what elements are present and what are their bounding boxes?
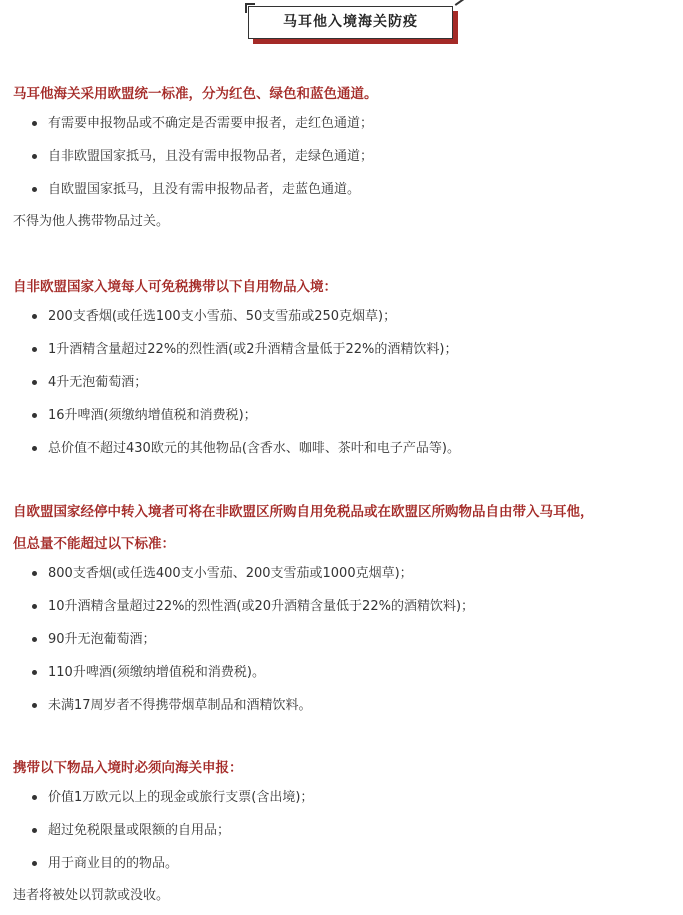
- list-item-text: 200支香烟(或任选100支小雪茄、50支雪茄或250克烟草)；: [48, 309, 397, 324]
- bullet-icon: [32, 571, 37, 576]
- list-item-text: 自欧盟国家抵马，且没有需申报物品者，走蓝色通道。: [48, 182, 361, 197]
- bullet-icon: [32, 703, 37, 708]
- bullet-icon: [32, 828, 37, 833]
- list-item: [0, 114, 683, 134]
- list-item-text: 1升酒精含量超过22%的烈性酒(或2升酒精含量低于22%的酒精饮料)；: [48, 342, 458, 357]
- section-eu-transit-allowance: [0, 502, 683, 716]
- section-heading: [13, 502, 683, 554]
- list-item: [0, 788, 683, 808]
- list-item-text: 16升啤酒(须缴纳增值税和消费税)；: [48, 408, 257, 423]
- section-non-eu-allowance: [0, 277, 683, 459]
- page-title: 马耳他入境海关防疫: [248, 6, 453, 39]
- list-item: [0, 663, 683, 683]
- list-item-text: 价值1万欧元以上的现金或旅行支票(含出境)；: [48, 790, 314, 805]
- heading-line: 自欧盟国家经停中转入境者可将在非欧盟区所购自用免税品或在欧盟区所购物品自由带入马耳他，: [13, 504, 594, 520]
- bullet-list: [0, 564, 683, 716]
- bullet-icon: [32, 380, 37, 385]
- list-item: [0, 439, 683, 459]
- list-item: [0, 307, 683, 327]
- list-item-text: 10升酒精含量超过22%的烈性酒(或20升酒精含量低于22%的酒精饮料)；: [48, 599, 475, 614]
- list-item-text: 110升啤酒(须缴纳增值税和消费税)。: [48, 665, 265, 680]
- bullet-icon: [32, 187, 37, 192]
- bullet-list: [0, 788, 683, 874]
- list-item: [0, 564, 683, 584]
- list-item-text: 总价值不超过430欧元的其他物品(含香水、咖啡、茶叶和电子产品等)。: [48, 441, 460, 456]
- list-item-text: 800支香烟(或任选400支小雪茄、200支雪茄或1000克烟草)；: [48, 566, 413, 581]
- section-heading: 马耳他海关采用欧盟统一标准，分为红色、绿色和蓝色通道。: [13, 86, 378, 102]
- section-declaration: [0, 758, 683, 906]
- section-note: 违者将被处以罚款或没收。: [13, 888, 170, 903]
- bullet-icon: [32, 446, 37, 451]
- list-item: [0, 821, 683, 841]
- list-item: [0, 696, 683, 716]
- bullet-icon: [32, 154, 37, 159]
- bullet-list: [0, 114, 683, 200]
- list-item-text: 90升无泡葡萄酒；: [48, 632, 156, 647]
- bullet-icon: [32, 314, 37, 319]
- list-item: [0, 373, 683, 393]
- list-item-text: 未满17周岁者不得携带烟草制品和酒精饮料。: [48, 698, 312, 713]
- list-item: [0, 597, 683, 617]
- bullet-icon: [32, 413, 37, 418]
- bullet-icon: [32, 347, 37, 352]
- list-item-text: 用于商业目的的物品。: [48, 856, 179, 871]
- list-item: [0, 406, 683, 426]
- title-banner: [248, 6, 458, 44]
- bullet-list: [0, 307, 683, 459]
- list-item: [0, 854, 683, 874]
- list-item-text: 4升无泡葡萄酒；: [48, 375, 148, 390]
- title-corner-decoration: [455, 0, 468, 6]
- bullet-icon: [32, 121, 37, 126]
- title-corner-decoration: [245, 3, 255, 13]
- list-item: [0, 180, 683, 200]
- section-channels: [0, 84, 683, 232]
- bullet-icon: [32, 795, 37, 800]
- list-item: [0, 147, 683, 167]
- heading-line: 但总量不能超过以下标准：: [13, 536, 175, 552]
- section-note: 不得为他人携带物品过关。: [13, 214, 170, 229]
- bullet-icon: [32, 637, 37, 642]
- section-heading: 自非欧盟国家入境每人可免税携带以下自用物品入境：: [13, 279, 337, 295]
- bullet-icon: [32, 604, 37, 609]
- list-item: [0, 630, 683, 650]
- list-item: [0, 340, 683, 360]
- bullet-icon: [32, 670, 37, 675]
- bullet-icon: [32, 861, 37, 866]
- section-heading: 携带以下物品入境时必须向海关申报：: [13, 760, 243, 776]
- list-item-text: 自非欧盟国家抵马，且没有需申报物品者，走绿色通道；: [48, 149, 374, 164]
- list-item-text: 超过免税限量或限额的自用品；: [48, 823, 231, 838]
- list-item-text: 有需要申报物品或不确定是否需要申报者，走红色通道；: [48, 116, 374, 131]
